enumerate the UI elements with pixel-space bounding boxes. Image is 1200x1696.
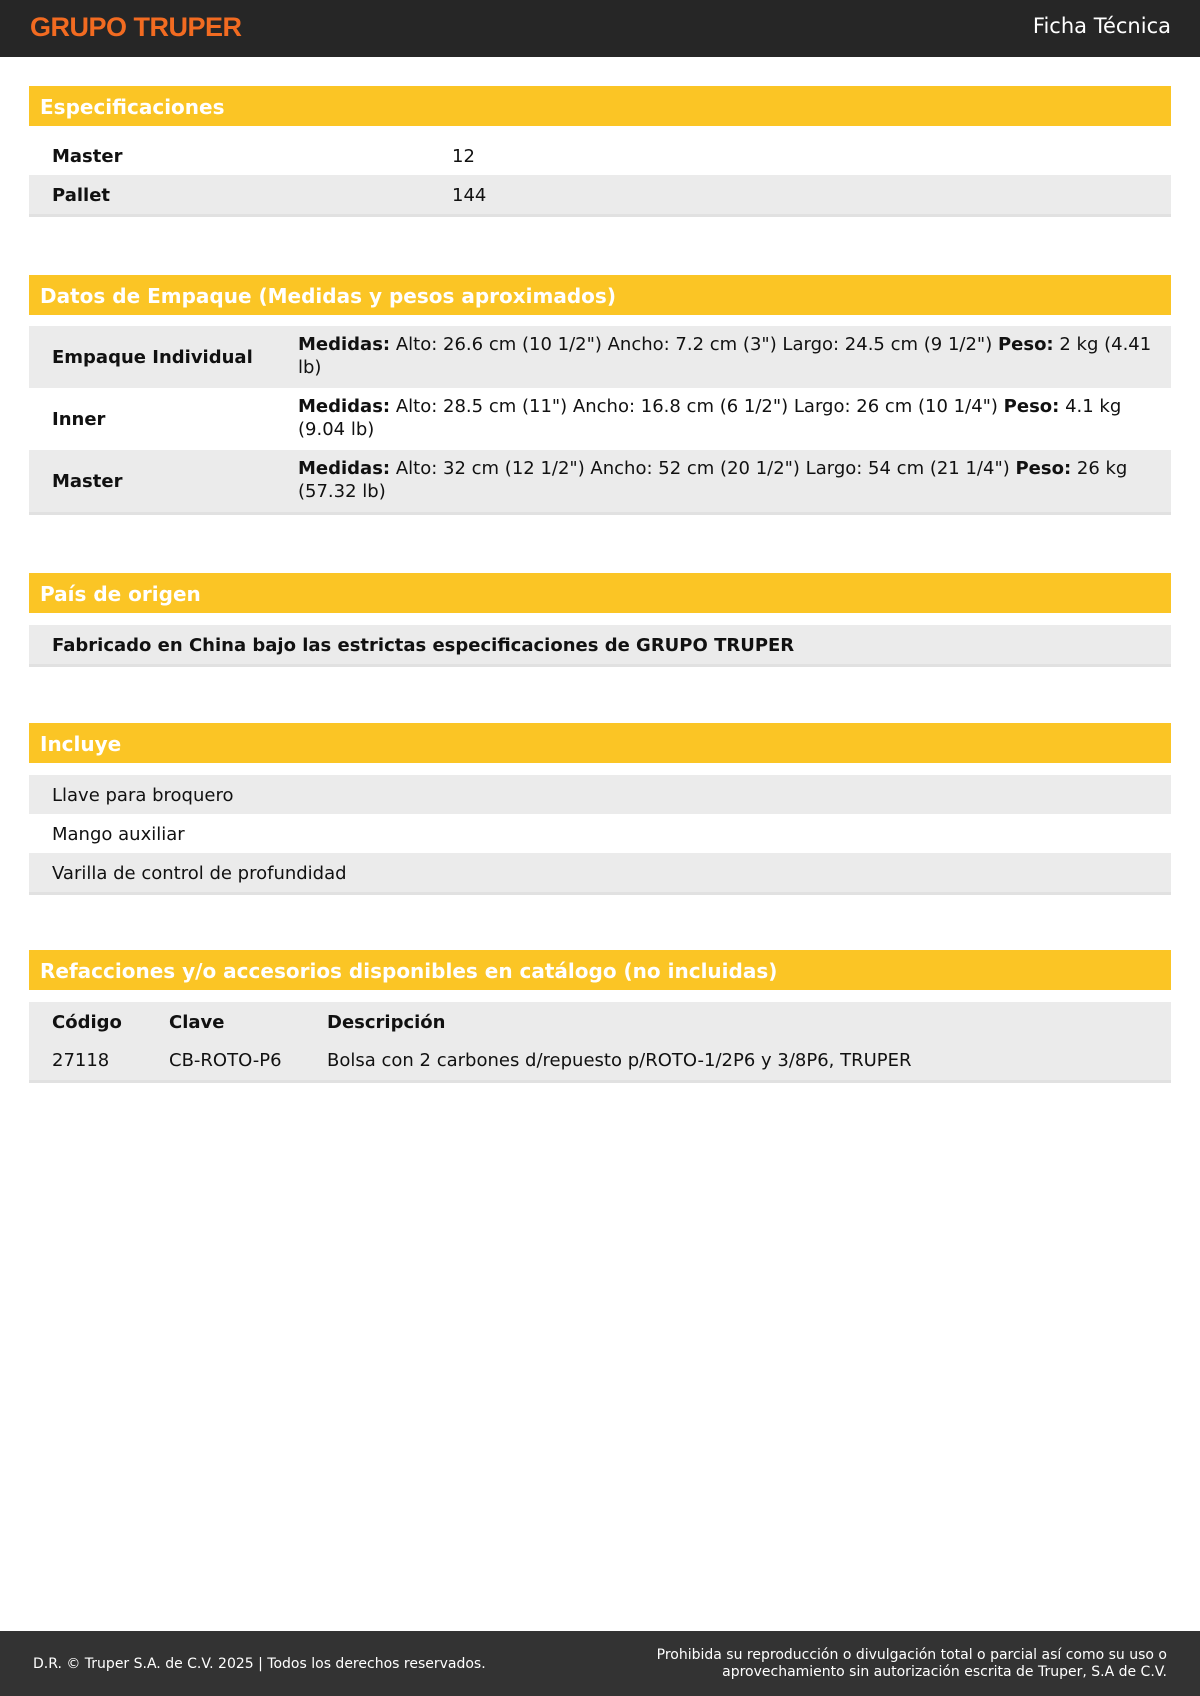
table-row [29, 1041, 1171, 1080]
table-header-row [29, 1002, 1171, 1041]
peso-label: Peso: [997, 334, 1054, 355]
cell-descripcion: Bolsa con 2 carbones d/repuesto p/ROTO-1/2P6 y 3/8P6, TRUPER [327, 1050, 912, 1071]
legal-notice-line: aprovechamiento sin autorización escrita de Truper, S.A de C.V. [722, 1664, 1167, 1680]
cell-codigo: 27118 [52, 1050, 110, 1071]
cell-clave: CB-ROTO-P6 [169, 1050, 282, 1071]
section-header-especificaciones: Especificaciones [29, 86, 1171, 126]
peso-value: 26 kg (57.32 lb) [298, 458, 1128, 502]
refacciones-table [29, 1002, 1171, 1083]
medidas-value: Alto: 26.6 cm (10 1/2") Ancho: 7.2 cm (3") Largo: 24.5 cm (9 1/2") [390, 334, 998, 355]
page-footer [0, 1631, 1200, 1696]
peso-label: Peso: [1015, 458, 1072, 479]
section-header-empaque: Datos de Empaque (Medidas y pesos aproximados) [29, 275, 1171, 315]
package-dimensions [298, 395, 1168, 441]
table-row [29, 326, 1171, 388]
incluye-list [29, 775, 1171, 895]
origin-text: Fabricado en China bajo las estrictas especificaciones de GRUPO TRUPER [52, 635, 795, 656]
legal-notice [607, 1647, 1167, 1681]
document-title: Ficha Técnica [1032, 14, 1171, 38]
spec-value: 144 [452, 185, 487, 206]
medidas-value: Alto: 32 cm (12 1/2") Ancho: 52 cm (20 1/2") Largo: 54 cm (21 1/4") [390, 458, 1016, 479]
table-row [29, 175, 1171, 214]
legal-notice-line: Prohibida su reproducción o divulgación total o parcial así como su uso o [656, 1647, 1167, 1663]
spec-value: 12 [452, 146, 475, 167]
section-header-origen: País de origen [29, 573, 1171, 613]
list-item [29, 853, 1171, 892]
peso-value: 2 kg (4.41 lb) [298, 334, 1152, 378]
medidas-label: Medidas: [298, 458, 391, 479]
included-item: Mango auxiliar [52, 824, 185, 845]
table-row [29, 625, 1171, 664]
especificaciones-table [29, 136, 1171, 217]
empaque-table [29, 326, 1171, 515]
peso-label: Peso: [1003, 396, 1060, 417]
table-row [29, 388, 1171, 450]
table-row [29, 136, 1171, 175]
spec-label: Pallet [52, 185, 111, 206]
section-header-incluye: Incluye [29, 723, 1171, 763]
package-dimensions [298, 457, 1168, 503]
brand-logo: GRUPO TRUPER [30, 12, 242, 42]
column-header-codigo: Código [52, 1012, 122, 1033]
column-header-descripcion: Descripción [327, 1012, 446, 1033]
table-row [29, 450, 1171, 512]
medidas-label: Medidas: [298, 334, 391, 355]
list-item [29, 775, 1171, 814]
included-item: Varilla de control de profundidad [52, 863, 347, 884]
package-label: Master [52, 471, 123, 492]
top-header-bar [0, 0, 1200, 57]
spec-label: Master [52, 146, 123, 167]
origen-table [29, 625, 1171, 667]
medidas-label: Medidas: [298, 396, 391, 417]
list-item [29, 814, 1171, 853]
medidas-value: Alto: 28.5 cm (11") Ancho: 16.8 cm (6 1/2") Largo: 26 cm (10 1/4") [390, 396, 1004, 417]
section-header-refacciones: Refacciones y/o accesorios disponibles en catálogo (no incluidas) [29, 950, 1171, 990]
included-item: Llave para broquero [52, 785, 234, 806]
package-dimensions [298, 333, 1168, 379]
column-header-clave: Clave [169, 1012, 225, 1033]
copyright-notice: D.R. © Truper S.A. de C.V. 2025 | Todos los derechos reservados. [33, 1656, 486, 1672]
package-label: Inner [52, 409, 106, 430]
peso-value: 4.1 kg (9.04 lb) [298, 396, 1122, 440]
package-label: Empaque Individual [52, 347, 253, 368]
